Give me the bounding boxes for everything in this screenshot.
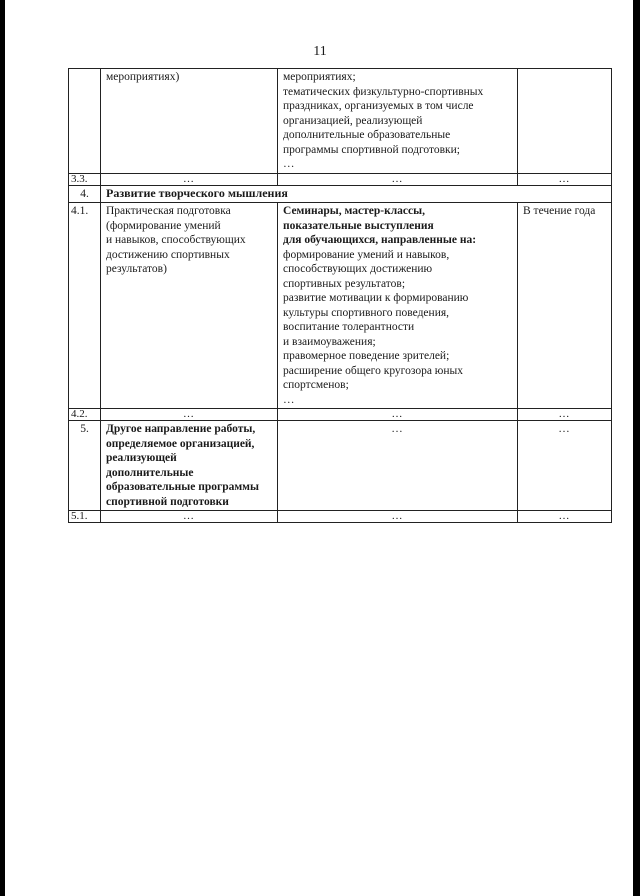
- cell-line: правомерное поведение зрителей;: [283, 350, 450, 362]
- page-number: 11: [313, 44, 327, 59]
- section-number: 4.: [69, 185, 101, 203]
- cell-line: организацией, реализующей: [283, 114, 423, 127]
- cell-line-bold: Другое направление работы,: [106, 423, 256, 435]
- ellipsis: …: [278, 511, 518, 523]
- cell-line: воспитание толерантности: [283, 321, 415, 333]
- cell-text: мероприятиях): [106, 71, 180, 83]
- cell-line: формирование умений и навыков,: [283, 248, 450, 261]
- cell-line-bold: Семинары, мастер-классы,: [283, 205, 425, 217]
- row-number: 5.1.: [69, 511, 101, 523]
- cell-line: достижению спортивных: [106, 248, 230, 261]
- cell-line: мероприятиях;: [283, 71, 356, 83]
- cell-line: развитие мотивации к формированию: [283, 292, 469, 304]
- ellipsis: …: [101, 511, 278, 523]
- table-row-5-1: [69, 511, 612, 523]
- row-number-cell: [69, 69, 101, 174]
- table-row-4-2: [69, 409, 612, 421]
- table-row-section-4: [69, 185, 612, 203]
- cell-line: спортсменов;: [283, 379, 349, 391]
- table-row-3-3: [69, 173, 612, 185]
- cell-line: расширение общего кругозора юных: [283, 364, 464, 377]
- cell-line-bold: для обучающихся, направленные на:: [283, 234, 477, 246]
- cell-line: дополнительные образовательные: [283, 129, 451, 141]
- cell-line-bold: дополнительные: [106, 466, 194, 479]
- activity-direction-cell: [101, 203, 278, 409]
- cell-line: и навыков, способствующих: [106, 234, 246, 246]
- cell-line-bold: определяемое организацией,: [106, 437, 255, 450]
- cell-line: (формирование умений: [106, 219, 221, 232]
- ellipsis: …: [518, 409, 612, 421]
- cell-line: культуры спортивного поведения,: [283, 306, 450, 319]
- row-number: 3.3.: [69, 173, 101, 185]
- ellipsis: …: [278, 421, 518, 511]
- scan-border-right: [633, 0, 640, 896]
- cell-line: спортивных результатов;: [283, 277, 406, 290]
- ellipsis: …: [278, 409, 518, 421]
- activity-direction-cell: [101, 69, 278, 174]
- section-title: Развитие творческого мышления: [101, 185, 612, 203]
- ellipsis: …: [101, 173, 278, 185]
- cell-line-bold: показательные выступления: [283, 219, 434, 232]
- row-number: 4.2.: [69, 409, 101, 421]
- table-row-4-1: [69, 203, 612, 409]
- ellipsis: …: [518, 511, 612, 523]
- scan-border-left: [0, 0, 5, 896]
- deadline-cell: [518, 69, 612, 174]
- activities-table: [68, 68, 612, 523]
- ellipsis: …: [278, 173, 518, 185]
- activity-content-cell: [278, 203, 518, 409]
- cell-line: …: [283, 158, 295, 170]
- deadline-cell: [518, 203, 612, 409]
- deadline-text: В течение года: [523, 205, 596, 217]
- ellipsis: …: [518, 421, 612, 511]
- table-row-section-5: [69, 421, 612, 511]
- cell-line: тематических физкультурно-спортивных: [283, 85, 484, 98]
- cell-line: Практическая подготовка: [106, 205, 231, 217]
- cell-line: праздниках, организуемых в том числе: [283, 100, 474, 112]
- section-number: 5.: [69, 421, 101, 511]
- cell-line: результатов): [106, 263, 167, 275]
- ellipsis: …: [518, 173, 612, 185]
- cell-line-bold: реализующей: [106, 452, 177, 464]
- activity-content-cell: [278, 69, 518, 174]
- cell-line: программы спортивной подготовки;: [283, 143, 460, 156]
- table-row-continuation: [69, 69, 612, 174]
- cell-line: способствующих достижению: [283, 263, 433, 275]
- cell-line: …: [283, 393, 295, 406]
- cell-line: и взаимоуважения;: [283, 335, 376, 348]
- ellipsis: …: [101, 409, 278, 421]
- cell-line-bold: спортивной подготовки: [106, 495, 229, 508]
- cell-line-bold: образовательные программы: [106, 481, 259, 493]
- row-number: 4.1.: [69, 203, 101, 409]
- section-title-cell: [101, 421, 278, 511]
